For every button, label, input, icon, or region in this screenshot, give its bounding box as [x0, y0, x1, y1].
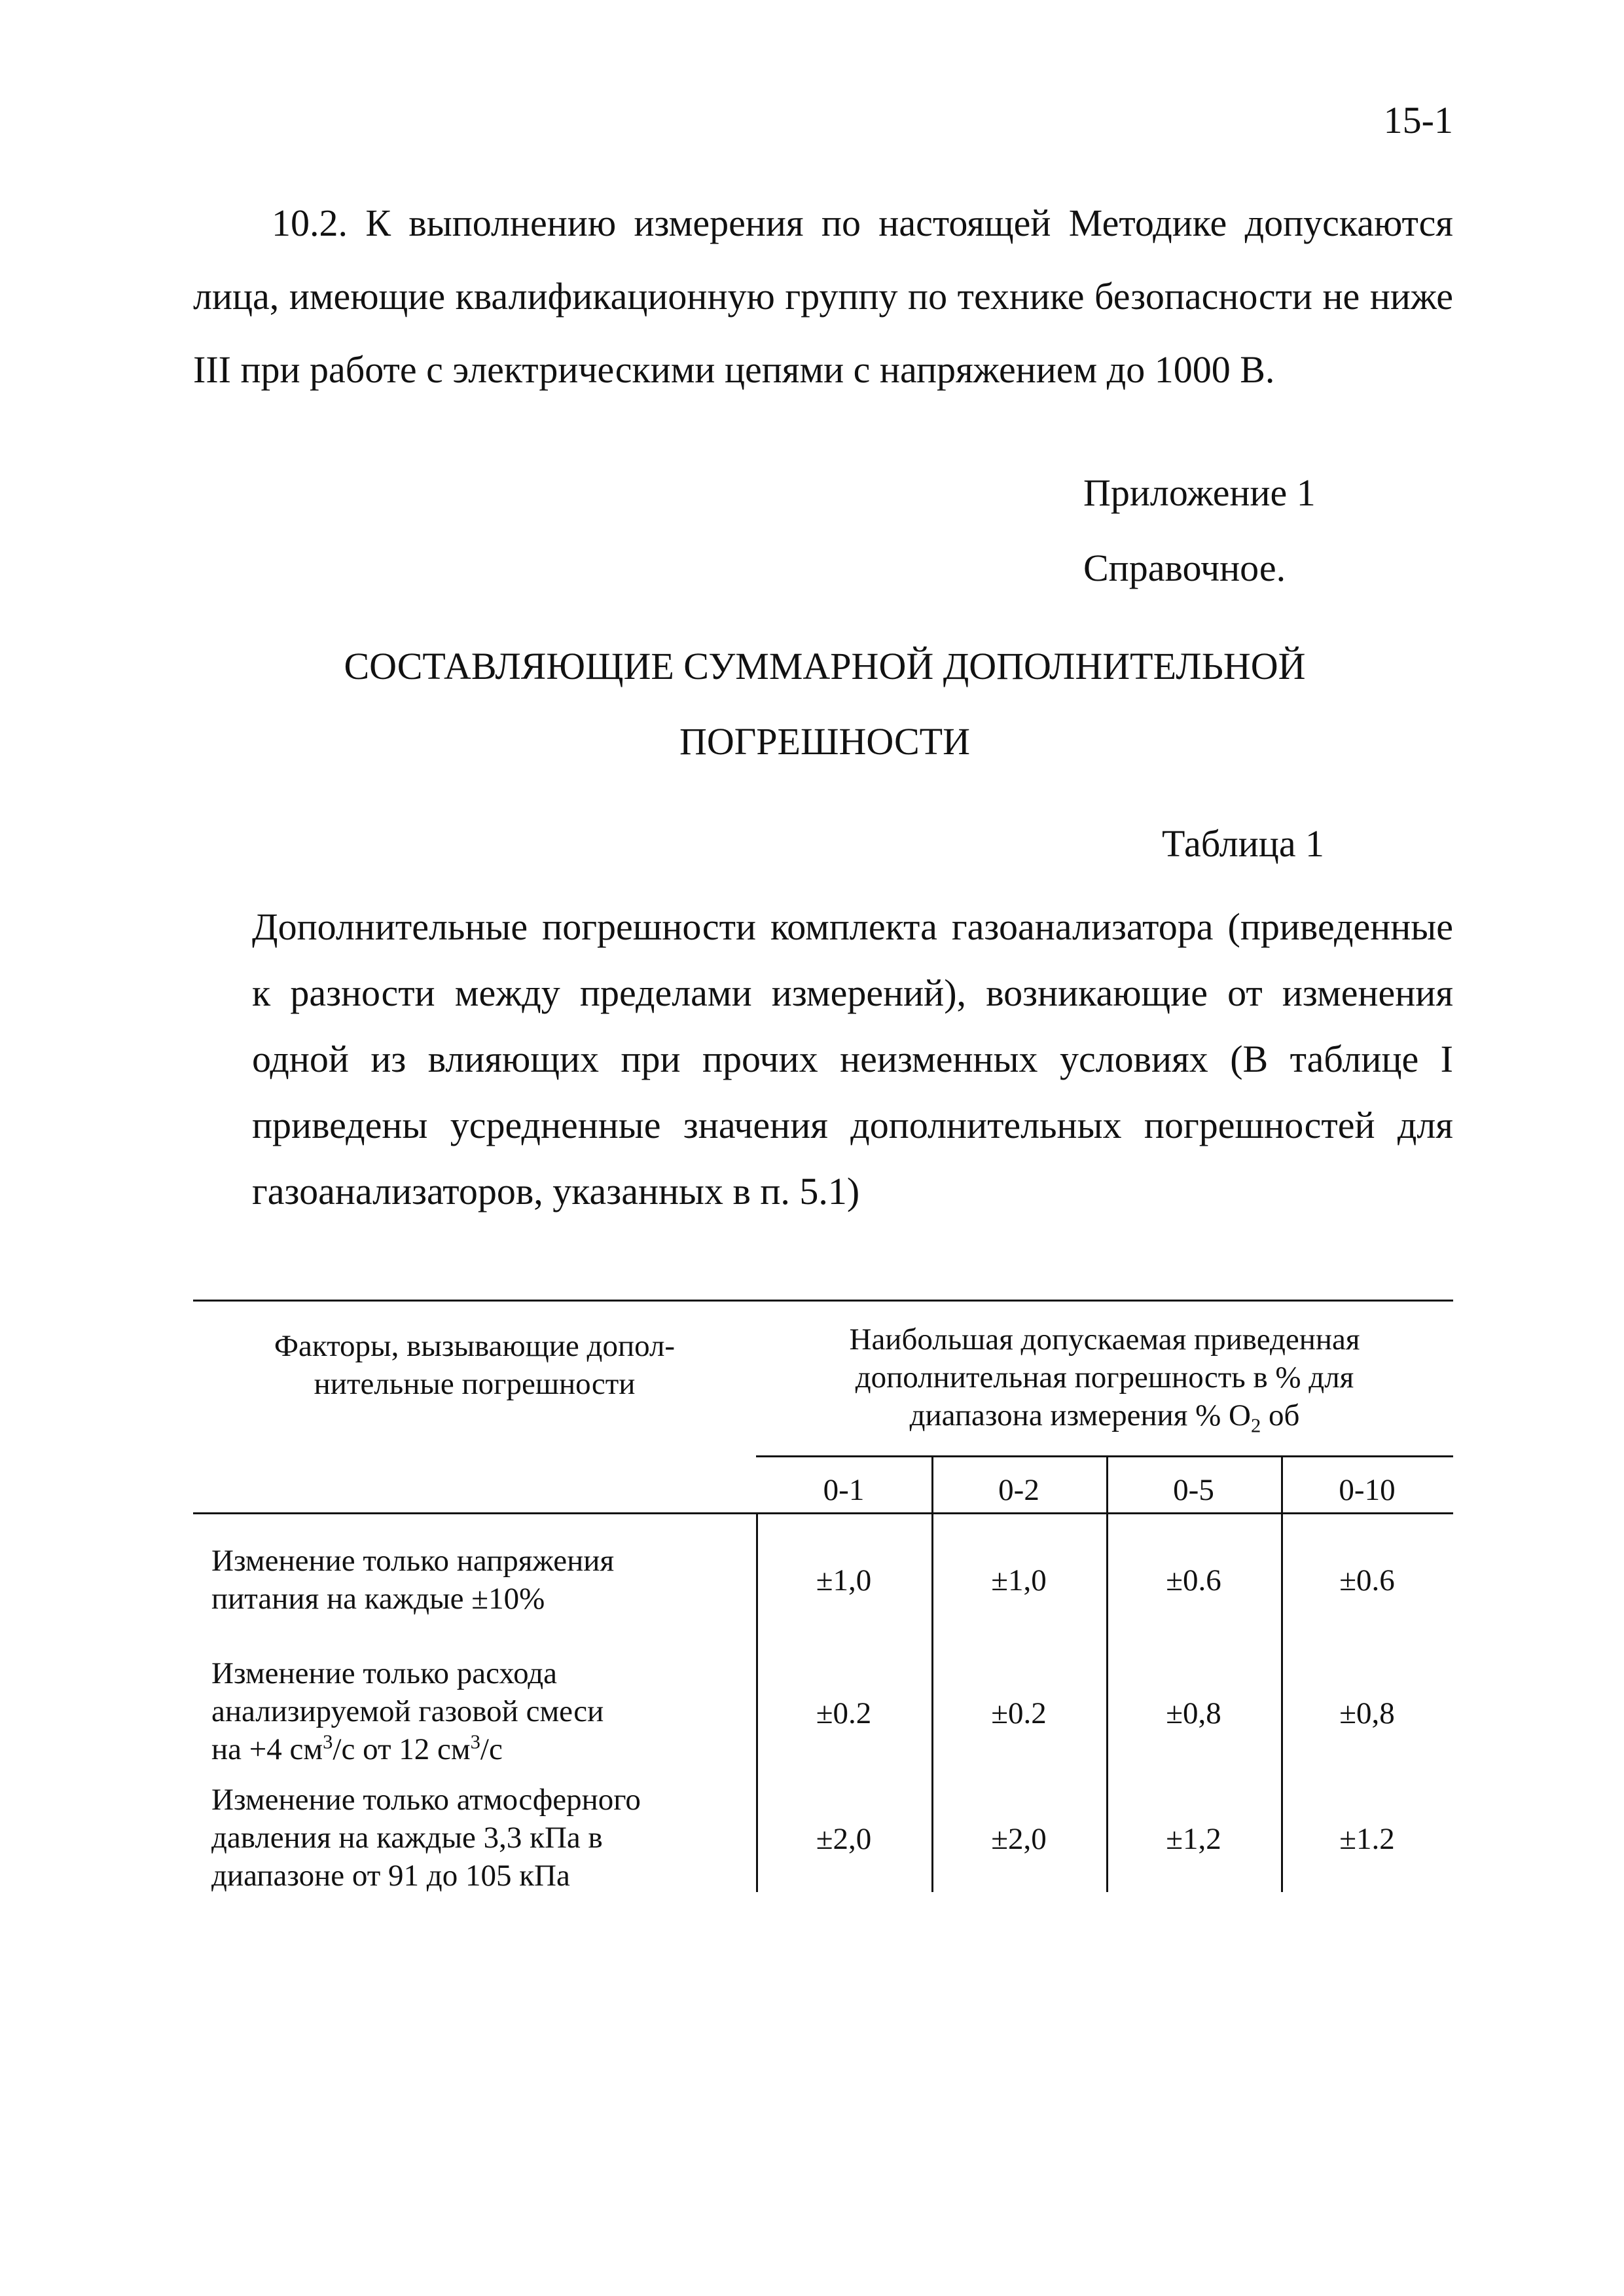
table-cell: ±2,0 — [991, 1822, 1047, 1856]
table-top-rule — [193, 1300, 1453, 1302]
error-table — [193, 1300, 1453, 1892]
paragraph-10-2: 10.2. К выполнению измерения по настоящей Методике допускаются лица, имеющие квалификационную группу по технике безопасности не ниже III при работе с электрическими цепями с напряжением до 1000 В. — [193, 202, 1453, 391]
header-factors: Факторы, вызывающие допол- нительные погрешности — [274, 1329, 676, 1401]
appendix-type: Справочное. — [1083, 547, 1286, 589]
range-0-5: 0-5 — [1173, 1473, 1214, 1507]
appendix-label — [1083, 455, 1316, 606]
table-cell: ±1,2 — [1166, 1822, 1221, 1856]
table-cell: ±1,0 — [991, 1563, 1047, 1597]
table-cell: ±2,0 — [816, 1822, 872, 1856]
table-subheader-rule — [756, 1455, 1453, 1457]
table-cell: ±0.2 — [991, 1696, 1047, 1730]
table-cell: ±0,8 — [1166, 1696, 1221, 1730]
table-cell: ±1,0 — [816, 1563, 872, 1597]
table-cell: ±0.6 — [1166, 1563, 1221, 1597]
table-row-label: Изменение только расхода анализируемой газовой смеси на +4 $см^3/с$ от 12 $см^3/с$ — [211, 1656, 604, 1766]
title-line-1: СОСТАВЛЯЮЩИЕ СУММАРНОЙ ДОПОЛНИТЕЛЬНОЙ — [344, 645, 1306, 687]
title-line-2: ПОГРЕШНОСТИ — [679, 720, 970, 763]
table-label: Таблица 1 — [1162, 822, 1325, 865]
table-header-bottom-rule — [193, 1512, 1453, 1514]
range-0-10: 0-10 — [1339, 1473, 1396, 1507]
table-row-label: Изменение только напряжения питания на каждые ±10% — [211, 1544, 615, 1616]
page-title — [196, 629, 1453, 779]
range-0-2: 0-2 — [998, 1473, 1039, 1507]
header-max-error: Наибольшая допускаемая приведенная дополнительная погрешность в % для диапазона измерения % $O_2$ об — [849, 1322, 1360, 1437]
table-caption: Дополнительные погрешности комплекта газоанализатора (приведенные к разности между пределами измерений), возникающие от изменения одной из влияющих при прочих неизменных условиях (В таблице I приведены усредненные значения дополнительных погрешностей для газоанализаторов, указанных в п. 5.1) — [252, 905, 1453, 1212]
page-number: 15-1 — [1383, 99, 1453, 141]
table-cell: ±1.2 — [1339, 1822, 1395, 1856]
table-row-label: Изменение только атмосферного давления на каждые 3,3 кПа в диапазоне от 91 до 105 кПа — [211, 1783, 641, 1893]
table-cell: ±0,8 — [1339, 1696, 1395, 1730]
table-cell: ±0.6 — [1339, 1563, 1395, 1597]
table-cell: ±0.2 — [816, 1696, 872, 1730]
range-0-1: 0-1 — [823, 1473, 865, 1507]
appendix-number: Приложение 1 — [1083, 471, 1316, 514]
